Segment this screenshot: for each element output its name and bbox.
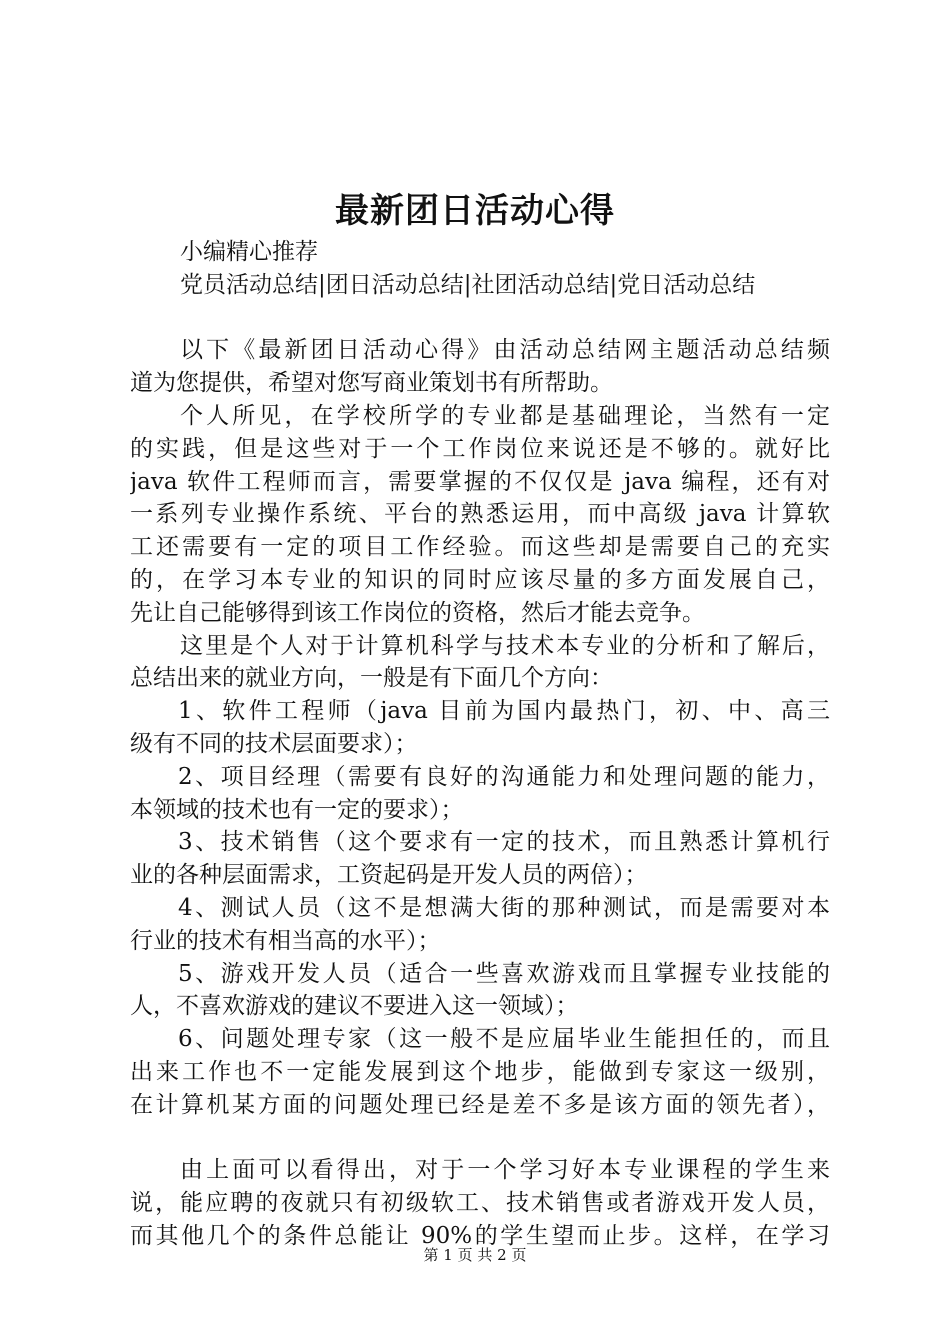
document-body bbox=[130, 236, 830, 1253]
text-line: 由上面可以看得出，对于一个学习好本专业课程的学生来 bbox=[180, 1157, 830, 1184]
spacer bbox=[130, 1122, 830, 1155]
spacer bbox=[130, 302, 830, 335]
text-line: 而其他几个的条件总能让 90%的学生望而止步。这样，在学习 bbox=[130, 1222, 830, 1249]
text-line: 先让自己能够得到该工作岗位的资格，然后才能去竞争。 bbox=[130, 599, 705, 626]
text-line: 总结出来的就业方向，一般是有下面几个方向： bbox=[130, 665, 613, 692]
text-line: java 软件工程师而言，需要掌握的不仅仅是 java 编程，还有对 bbox=[130, 468, 830, 495]
paragraph-2 bbox=[130, 630, 830, 696]
text-line: 工还需要有一定的项目工作经验。而这些却是需要自己的充实 bbox=[130, 534, 830, 561]
text-line: 人，不喜欢游戏的建议不要进入这一领域）； bbox=[130, 993, 579, 1020]
text-line: 2、项目经理（需要有良好的沟通能力和处理问题的能力， bbox=[178, 763, 830, 790]
recommend-label: 小编精心推荐 bbox=[180, 239, 318, 265]
text-line: 一系列专业操作系统、平台的熟悉运用，而中高级 java 计算软 bbox=[130, 501, 830, 528]
text-line: 在计算机某方面的问题处理已经是差不多是该方面的领先者）， bbox=[130, 1091, 830, 1118]
text-line: 的实践，但是这些对于一个工作岗位来说还是不够的。就好比 bbox=[130, 435, 830, 462]
text-line: 业的各种层面需求，工资起码是开发人员的两倍）； bbox=[130, 862, 648, 889]
text-line: 本领域的技术也有一定的要求）； bbox=[130, 796, 464, 823]
list-item bbox=[130, 826, 830, 892]
text-line: 5、游戏开发人员（适合一些喜欢游戏而且掌握专业技能的 bbox=[178, 960, 830, 987]
list-item bbox=[130, 761, 830, 827]
text-line: 以下《最新团日活动心得》由活动总结网主题活动总结频 bbox=[180, 337, 830, 364]
text-line: 6、问题处理专家（这一般不是应届毕业生能担任的，而且 bbox=[178, 1026, 830, 1053]
document-title: 最新团日活动心得 bbox=[335, 191, 615, 231]
list-item bbox=[130, 1023, 830, 1121]
text-line: 的，在学习本专业的知识的同时应该尽量的多方面发展自己， bbox=[130, 566, 830, 593]
text-line: 1、软件工程师（java 目前为国内最热门，初、中、高三 bbox=[178, 698, 830, 725]
list-item bbox=[130, 695, 830, 761]
text-line: 个人所见，在学校所学的专业都是基础理论，当然有一定 bbox=[180, 402, 830, 429]
text-line: 级有不同的技术层面要求）； bbox=[130, 730, 418, 757]
list-item bbox=[130, 892, 830, 958]
paragraph-1 bbox=[130, 400, 830, 630]
text-line: 这里是个人对于计算机科学与技术本专业的分析和了解后， bbox=[180, 632, 830, 659]
page-footer: 第 1 页 共 2 页 bbox=[423, 1246, 527, 1264]
text-line: 行业的技术有相当高的水平）； bbox=[130, 927, 441, 954]
text-line: 说，能应聘的夜就只有初级软工、技术销售或者游戏开发人员， bbox=[130, 1190, 830, 1217]
text-line: 道为您提供，希望对您写商业策划书有所帮助。 bbox=[130, 370, 613, 397]
text-line: 4、测试人员（这不是想满大街的那种测试，而是需要对本 bbox=[178, 894, 830, 921]
text-line: 出来工作也不一定能发展到这个地步，能做到专家这一级别， bbox=[130, 1058, 830, 1085]
intro-paragraph bbox=[130, 334, 830, 400]
related-links[interactable]: 党员活动总结|团日活动总结|社团活动总结|党日活动总结 bbox=[180, 271, 756, 298]
paragraph-3 bbox=[130, 1154, 830, 1252]
list-item bbox=[130, 958, 830, 1024]
text-line: 3、技术销售（这个要求有一定的技术，而且熟悉计算机行 bbox=[178, 829, 830, 856]
